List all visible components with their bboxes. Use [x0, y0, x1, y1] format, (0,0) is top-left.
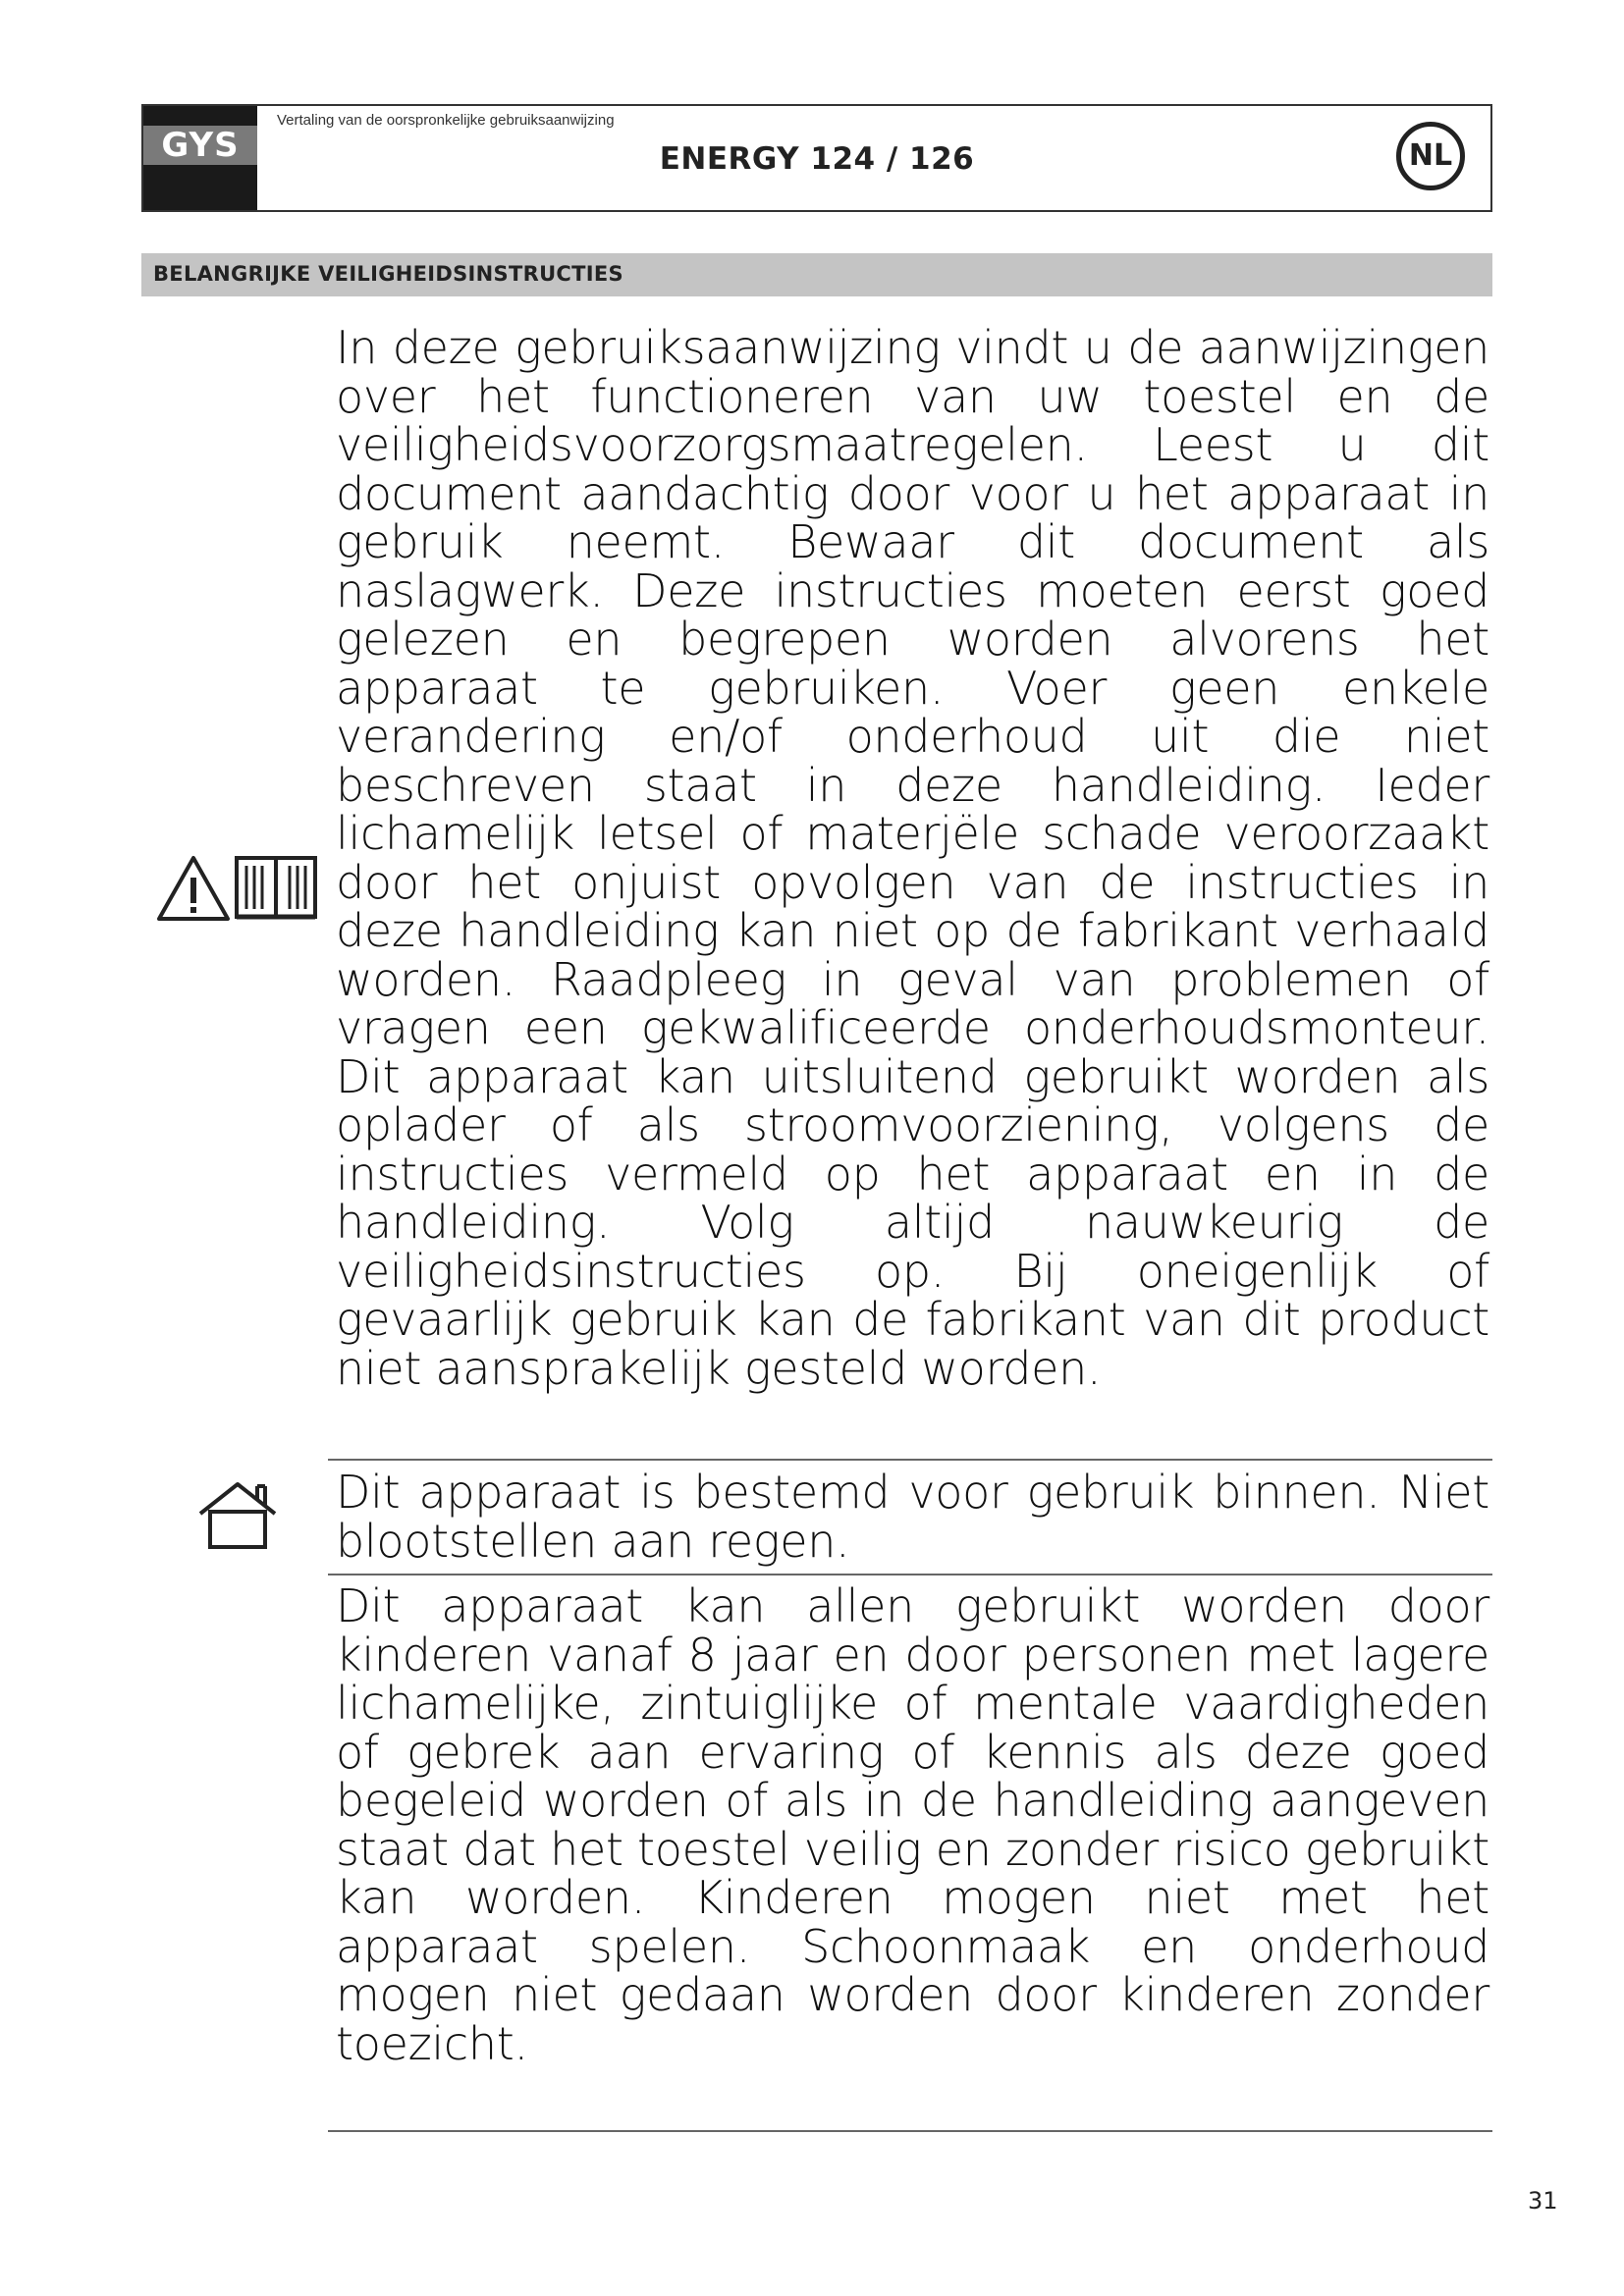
section-title: BELANGRIJKE VEILIGHEIDSINSTRUCTIES: [153, 262, 623, 286]
children-block: [336, 1579, 1492, 2070]
indoor-use-paragraph: Dit apparaat is bestemd voor gebruik binnen. Niet blootstellen aan regen.: [336, 1466, 1489, 1568]
logo-bottom-band: [143, 171, 257, 210]
instructions-block: [336, 321, 1492, 1395]
header-subtitle: Vertaling van de oorspronkelijke gebruiksaanwijzing: [277, 112, 615, 129]
document-title: ENERGY 124 / 126: [659, 141, 975, 177]
document-header: [141, 104, 1492, 212]
general-safety-paragraph: In deze gebruiksaanwijzing vindt u de aanwijzingen over het functioneren van uw toestel en de veiligheidsvoorzorgsmaatregelen. Leest u dit document aandachtig door voor u het apparaat in gebruik neemt. Bewaar dit document als naslagwerk. Deze instructies moeten eerst goed gelezen en begrepen worden alvorens het apparaat te gebruiken. Voer geen enkele verandering en/of onderhoud uit die niet beschreven staat in deze handleiding. Ieder lichamelijk letsel of materjële schade veroorzaakt door het onjuist opvolgen van de instructies in deze handleiding kan niet op de fabrikant verhaald worden. Raadpleeg in geval van problemen of vragen een gekwalificeerde onderhoudsmonteur. Dit apparaat kan uitsluitend gebruikt worden als oplader of als stroomvoorziening, volgens de instructies vermeld op het apparaat en in de handleiding. Volg altijd nauwkeurig de veiligheidsinstructies op. Bij oneigenlijk of gevaarlijk gebruik kan de fabrikant van dit product niet aansprakelijk gesteld worden.: [336, 321, 1489, 1395]
children-paragraph: Dit apparaat kan allen gebruikt worden door kinderen vanaf 8 jaar en door personen met lagere lichamelijke, zintuiglijke of mentale vaardigheden of gebrek aan ervaring of kennis als deze goed begeleid worden of als in de handleiding aangeven staat dat het toestel veilig en zonder risico gebruikt kan worden. Kinderen mogen niet met het apparaat spelen. Schoonmaak en onderhoud mogen niet gedaan worden door kinderen zonder toezicht.: [336, 1579, 1489, 2070]
house-icon: [196, 1480, 279, 1551]
section-header: [141, 253, 1492, 296]
open-book-icon: [234, 854, 318, 923]
indoor-use-block: [336, 1468, 1492, 1566]
page-number: 31: [1528, 2187, 1558, 2215]
warning-triangle-icon: [155, 854, 232, 923]
divider: [328, 1574, 1492, 1575]
divider: [328, 1459, 1492, 1461]
divider: [328, 2130, 1492, 2132]
language-badge: NL: [1396, 122, 1465, 190]
logo-text: GYS: [143, 126, 257, 165]
